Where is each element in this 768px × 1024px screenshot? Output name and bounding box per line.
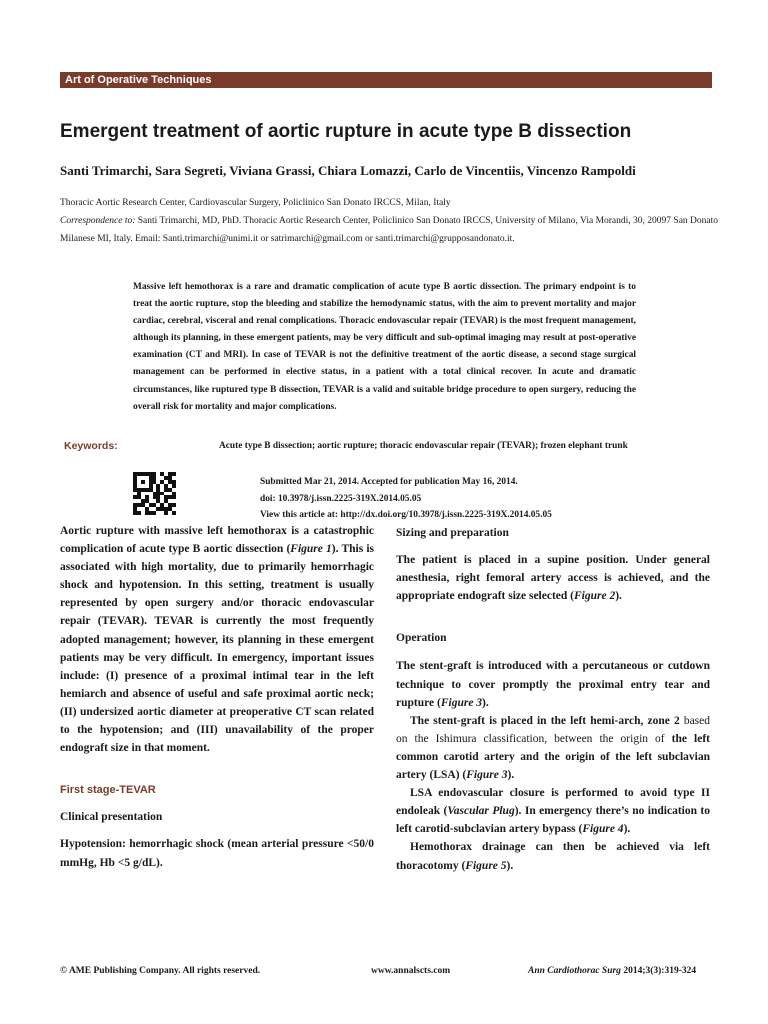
intro-paragraph: Aortic rupture with massive left hemothorax is a catastrophic complication of acute type B aortic dissection (Figure 1). This is associated with high mortality, due to primarily hemorrhagic shock and hypotension. In this setting, treatment is usually represented by open surgery and/or thoracic endovascular repair (TEVAR). TEVAR is currently the most frequently adopted management; however, its planning in these emergent patients may be very difficult. In emergency, important issues include: (I) presence of a proximal intimal tear in the left hemiarch and absence of useful and safe proximal aortic neck; (II) undersized aortic diameter at preoperative CT scan related to the hypotension; and (III) unavailability of the proper endograft size in that moment. bbox=[60, 525, 375, 755]
keywords-text: Acute type B dissection; aortic rupture; thoracic endovascular repair (TEVAR); frozen elephant trunk bbox=[219, 441, 628, 451]
correspondence-label: Correspondence to: bbox=[60, 216, 136, 226]
left-column bbox=[60, 522, 374, 872]
figure-5-ref[interactable]: Figure 5 bbox=[465, 859, 507, 872]
article-link[interactable]: View this article at: http://dx.doi.org/10.3978/j.issn.2225-319X.2014.05.05 bbox=[260, 510, 552, 520]
footer-url[interactable]: www.annalscts.com bbox=[371, 966, 451, 976]
journal-name: Ann Cardiothorac Surg bbox=[528, 966, 621, 976]
first-stage-heading: First stage-TEVAR bbox=[60, 784, 156, 797]
keywords-label: Keywords: bbox=[64, 440, 118, 452]
sizing-paragraph: The patient is placed in a supine position. Under general anesthesia, right femoral artery access is achieved, and the appropriate endograft size selected (Figure 2). bbox=[396, 554, 710, 603]
qr-code-icon bbox=[133, 472, 176, 515]
author-list: Santi Trimarchi, Sara Segreti, Viviana Grassi, Chiara Lomazzi, Carlo de Vincentiis, Vincenzo Rampoldi bbox=[60, 163, 636, 178]
doi: doi: 10.3978/j.issn.2225-319X.2014.05.05 bbox=[260, 493, 422, 504]
sizing-heading: Sizing and preparation bbox=[396, 527, 509, 539]
figure-1-ref[interactable]: Figure 1 bbox=[290, 543, 332, 556]
figure-3-ref-2[interactable]: Figure 3 bbox=[466, 769, 508, 782]
right-column bbox=[396, 524, 710, 875]
figure-4-ref[interactable]: Figure 4 bbox=[582, 823, 624, 836]
abstract: Massive left hemothorax is a rare and dramatic complication of acute type B aortic dissection. The primary endpoint is to treat the aortic rupture, stop the bleeding and stabilize the hemodynamic status, with the aim to prevent mortality and major cardiac, cerebral, visceral and renal complications. Thoracic endovascular repair (TEVAR) is the most frequent management, although its planning, in these emergent patients, may be very difficult and sub-optimal imaging may result at post-operative examination (CT and MRI). In case of TEVAR is not the definitive treatment of the aortic disease, a second stage surgical management can be performed in elective status, in a patient with a total clinical recover. In acute and dramatic circumstances, like ruptured type B dissection, TEVAR is a valid and suitable bridge procedure to open surgery, reducing the overall risk for mortality and major complications. bbox=[133, 282, 636, 412]
hypotension-paragraph: Hypotension: hemorrhagic shock (mean arterial pressure <50/0 mmHg, Hb <5 g/dL). bbox=[60, 838, 374, 869]
figure-2-ref[interactable]: Figure 2 bbox=[574, 590, 616, 603]
citation-text: 2014;3(3):319-324 bbox=[620, 966, 697, 976]
correspondence-text: Santi Trimarchi, MD, PhD. Thoracic Aortic Research Center, Policlinico San Donato IRCCS, University of Milano, Via Morandi, 30, 20097 San Donato Milanese MI, Italy. Email: Santi.trimarchi@unimi.it or satrimarchi@gmail.com or santi.trimarchi@grupposandonato.it. bbox=[60, 216, 718, 244]
figure-3-ref[interactable]: Figure 3 bbox=[440, 696, 483, 709]
submission-info bbox=[260, 474, 660, 524]
section-banner bbox=[60, 72, 712, 88]
article-title: Emergent treatment of aortic rupture in acute type B dissection bbox=[60, 121, 632, 142]
institution: Thoracic Aortic Research Center, Cardiovascular Surgery, Policlinico San Donato IRCCS, Milan, Italy bbox=[60, 198, 451, 208]
operation-paragraph-1: The stent-graft is introduced with a percutaneous or cutdown technique to cover promptly the proximal entry tear and rupture (Figure 3). bbox=[396, 660, 710, 709]
operation-heading: Operation bbox=[396, 632, 447, 645]
affiliation-block bbox=[60, 194, 720, 248]
footer-citation bbox=[528, 966, 696, 976]
footer-copyright: © AME Publishing Company. All rights reserved. bbox=[60, 966, 261, 976]
clinical-presentation-heading: Clinical presentation bbox=[60, 811, 163, 824]
submission-dates: Submitted Mar 21, 2014. Accepted for publication May 16, 2014. bbox=[260, 477, 518, 487]
vascular-plug-ref: Vascular Plug bbox=[447, 805, 515, 818]
operation-paragraph-4: Hemothorax drainage can then be achieved via left thoracotomy (Figure 5). bbox=[396, 841, 710, 872]
section-label: Art of Operative Techniques bbox=[65, 74, 212, 86]
operation-paragraph-3: LSA endovascular closure is performed to avoid type II endoleak (Vascular Plug). In emergency there’s no indication to left carotid-subclavian artery bypass (Figure 4). bbox=[396, 787, 710, 836]
correspondence bbox=[60, 212, 720, 248]
operation-paragraph-2: The stent-graft is placed in the left hemi-arch, zone 2 based on the Ishimura classification, between the origin of the left common carotid artery and the origin of the left subclavian artery (LSA) (Figure 3). bbox=[396, 714, 711, 782]
